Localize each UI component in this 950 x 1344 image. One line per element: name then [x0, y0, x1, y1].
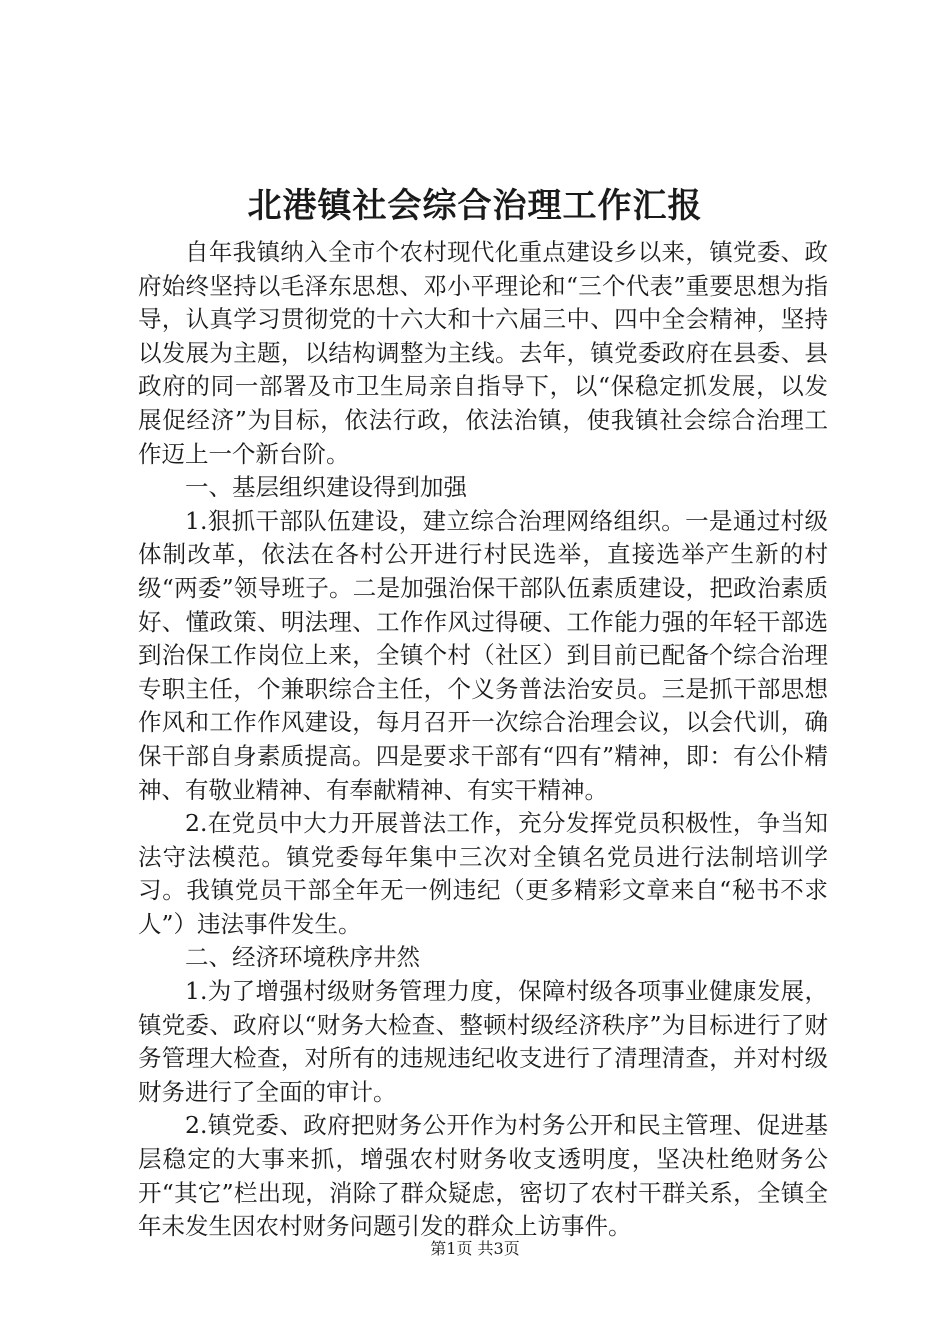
page-footer: 第1页 共3页 — [430, 1239, 520, 1258]
paragraph-1-2: 2.在党员中大力开展普法工作，充分发挥党员积极性，争当知法守法模范。镇党委每年集中三次对全镇名党员进行法制培训学习。我镇党员干部全年无一例违纪（更多精彩文章来自“秘书不求人”）违法事件发生。 — [138, 809, 828, 938]
paragraph-2-1: 1.为了增强村级财务管理力度，保障村级各项事业健康发展，镇党委、政府以“财务大检查、整顿村级经济秩序”为目标进行了财务管理大检查，对所有的违规违纪收支进行了清理清查，并对村级财务进行了全面的审计。 — [138, 977, 828, 1106]
paragraph-intro: 自年我镇纳入全市个农村现代化重点建设乡以来，镇党委、政府始终坚持以毛泽东思想、邓小平理论和“三个代表”重要思想为指导，认真学习贯彻党的十六大和十六届三中、四中全会精神，坚持以发展为主题，以结构调整为主线。去年，镇党委政府在县委、县政府的同一部署及市卫生局亲自指导下，以“保稳定抓发展，以发展促经济”为目标，依法行政，依法治镇，使我镇社会综合治理工作迈上一个新台阶。 — [138, 238, 828, 468]
section-heading-1: 一、基层组织建设得到加强 — [185, 473, 467, 502]
paragraph-1-1: 1.狠抓干部队伍建设，建立综合治理网络组织。一是通过村级体制改革，依法在各村公开进行村民选举，直接选举产生新的村级“两委”领导班子。二是加强治保干部队伍素质建设，把政治素质好、懂政策、明法理、工作作风过得硬、工作能力强的年轻干部选到治保工作岗位上来，全镇个村（社区）到目前已配备个综合治理专职主任，个兼职综合主任，个义务普法治安员。三是抓干部思想作风和工作作风建设，每月召开一次综合治理会议，以会代训，确保干部自身素质提高。四是要求干部有“四有”精神，即：有公仆精神、有敬业精神、有奉献精神、有实干精神。 — [138, 506, 828, 804]
section-heading-2: 二、经济环境秩序井然 — [185, 943, 420, 972]
document-body — [138, 236, 828, 1244]
document-title: 北港镇社会综合治理工作汇报 — [247, 186, 703, 226]
paragraph-2-2: 2.镇党委、政府把财务公开作为村务公开和民主管理、促进基层稳定的大事来抓，增强农村财务收支透明度，坚决杜绝财务公开“其它”栏出现，消除了群众疑虑，密切了农村干群关系，全镇全年未发生因农村财务问题引发的群众上访事件。 — [138, 1111, 828, 1241]
